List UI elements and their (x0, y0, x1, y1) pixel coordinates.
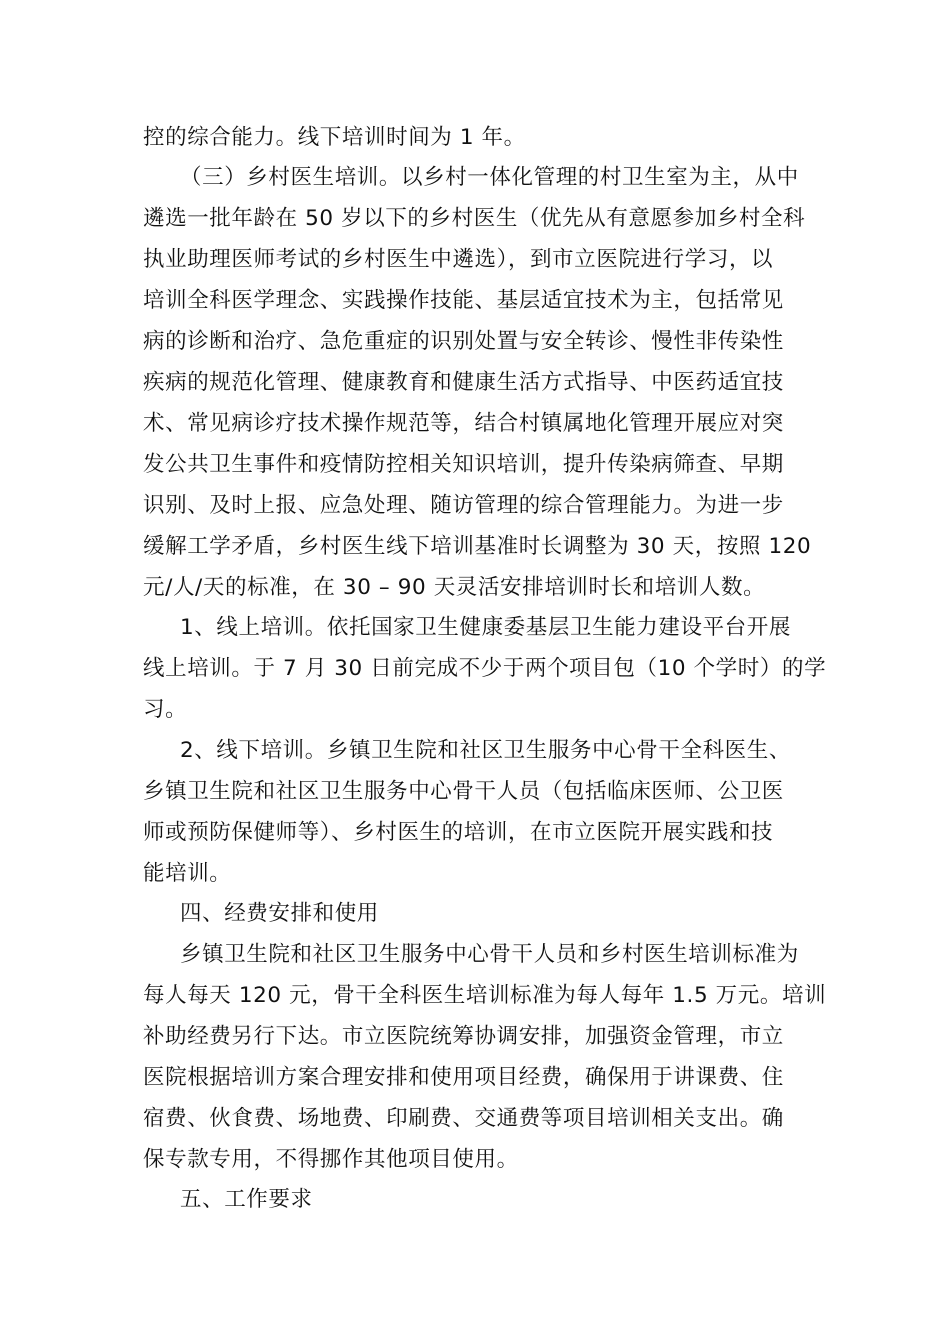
section-heading-rural-doctor-training: （三）乡村医生培训。以乡村一体化管理的村卫生室为主，从中 (180, 165, 799, 190)
text-line: 识别、及时上报、应急处理、随访管理的综合管理能力。为进一步 (143, 493, 784, 518)
text-line: 控的综合能力。线下培训时间为 1 年。 (143, 125, 526, 150)
text-line: 宿费、伙食费、场地费、印刷费、交通费等项目培训相关支出。确 (143, 1106, 784, 1131)
text-line: 师或预防保健师等）、乡村医生的培训，在市立医院开展实践和技 (143, 820, 774, 845)
text-line: 术、常见病诊疗技术操作规范等，结合村镇属地化管理开展应对突 (143, 411, 784, 436)
section-heading-work-requirements: 五、工作要求 (180, 1187, 313, 1212)
text-line: 发公共卫生事件和疫情防控相关知识培训，提升传染病筛查、早期 (143, 452, 784, 477)
text-line: 病的诊断和治疗、急危重症的识别处置与安全转诊、慢性非传染性 (143, 329, 784, 354)
text-line: 医院根据培训方案合理安排和使用项目经费，确保用于讲课费、住 (143, 1065, 784, 1090)
text-line: 能培训。 (143, 861, 232, 886)
text-line: 每人每天 120 元，骨干全科医生培训标准为每人每年 1.5 万元。培训 (143, 983, 827, 1008)
item-online-training: 1、线上培训。依托国家卫生健康委基层卫生能力建设平台开展 (180, 615, 791, 640)
text-line: 补助经费另行下达。市立医院统筹协调安排，加强资金管理，市立 (143, 1024, 784, 1049)
section-heading-funding: 四、经费安排和使用 (180, 901, 379, 926)
paragraph-start: 乡镇卫生院和社区卫生服务中心骨干人员和乡村医生培训标准为 (180, 942, 799, 967)
text-line: 遴选一批年龄在 50 岁以下的乡村医生（优先从有意愿参加乡村全科 (143, 206, 806, 231)
text-line: 疾病的规范化管理、健康教育和健康生活方式指导、中医药适宜技 (143, 370, 784, 395)
text-line: 乡镇卫生院和社区卫生服务中心骨干人员（包括临床医师、公卫医 (143, 779, 784, 804)
text-line: 执业助理医师考试的乡村医生中遴选），到市立医院进行学习，以 (143, 247, 774, 272)
text-line: 习。 (143, 697, 188, 722)
text-line: 线上培训。于 7 月 30 日前完成不少于两个项目包（10 个学时）的学 (143, 656, 827, 681)
text-line: 培训全科医学理念、实践操作技能、基层适宜技术为主，包括常见 (143, 288, 784, 313)
text-line: 缓解工学矛盾，乡村医生线下培训基准时长调整为 30 天，按照 120 (143, 534, 812, 559)
text-line: 保专款专用，不得挪作其他项目使用。 (143, 1147, 519, 1172)
item-offline-training: 2、线下培训。乡镇卫生院和社区卫生服务中心骨干全科医生、 (180, 738, 791, 763)
text-line: 元/人/天的标准，在 30 – 90 天灵活安排培训时长和培训人数。 (143, 575, 766, 600)
